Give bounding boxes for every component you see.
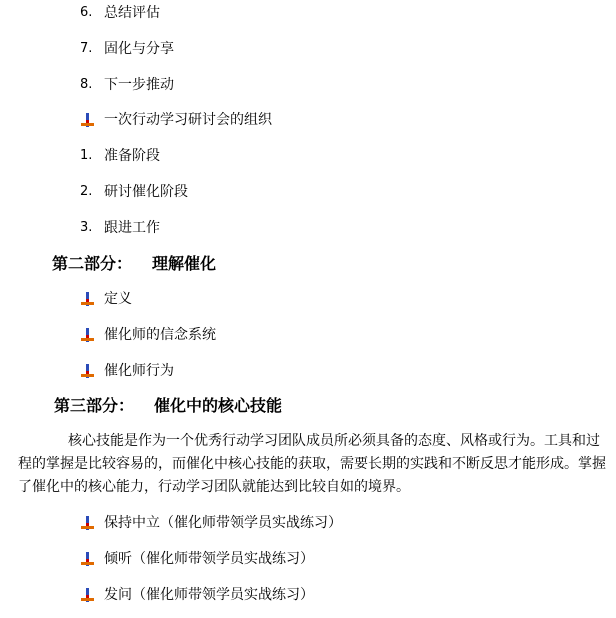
step-number: 8.: [80, 77, 93, 92]
bullet-text: 保持中立（催化师带领学员实战练习）: [104, 515, 342, 531]
step-number: 2.: [80, 184, 93, 199]
section-title: 理解催化: [152, 254, 217, 273]
step-number: 7.: [80, 41, 93, 56]
bullet-dot: [86, 371, 89, 374]
bullet-icon: [81, 552, 94, 566]
bullet-dot: [86, 595, 89, 598]
bullet-text: 催化师的信念系统: [104, 327, 216, 343]
bullet-horizontal: [81, 302, 94, 305]
bullet-icon: [81, 328, 94, 342]
bullet-horizontal: [81, 562, 94, 565]
section-heading-part3: [54, 396, 282, 416]
bullet-dot: [86, 120, 89, 123]
bullet-dot: [86, 299, 89, 302]
bullet-icon: [81, 516, 94, 530]
bullet-icon: [81, 113, 94, 127]
bullet-horizontal: [81, 598, 94, 601]
step-text: 准备阶段: [104, 148, 160, 164]
step-number: 3.: [80, 220, 93, 235]
bullet-text: 一次行动学习研讨会的组织: [104, 112, 272, 128]
bullet-horizontal: [81, 526, 94, 529]
bullet-horizontal: [81, 374, 94, 377]
step-text: 固化与分享: [104, 41, 174, 57]
bullet-icon: [81, 588, 94, 602]
body-paragraph: 核心技能是作为一个优秀行动学习团队成员所必须具备的态度、风格或行为。工具和过程的掌握是比较容易的，而催化中核心技能的获取，需要长期的实践和不断反思才能形成。掌握了催化中的核心能力，行动学习团队就能达到比较自如的境界。: [18, 433, 606, 495]
step-text: 研讨催化阶段: [104, 184, 188, 200]
bullet-icon: [81, 292, 94, 306]
bullet-dot: [86, 335, 89, 338]
bullet-text: 催化师行为: [104, 363, 174, 379]
bullet-horizontal: [81, 123, 94, 126]
step-text: 总结评估: [104, 5, 160, 21]
bullet-text: 发问（催化师带领学员实战练习）: [104, 587, 314, 603]
bullet-text: 定义: [104, 291, 132, 307]
bullet-dot: [86, 559, 89, 562]
bullet-horizontal: [81, 338, 94, 341]
step-text: 跟进工作: [104, 220, 160, 236]
step-number: 6.: [80, 5, 93, 20]
section-heading-part2: [52, 254, 216, 274]
step-number: 1.: [80, 148, 93, 163]
bullet-icon: [81, 364, 94, 378]
section-label: 第二部分：: [52, 254, 133, 273]
section-title: 催化中的核心技能: [154, 396, 283, 415]
section-label: 第三部分：: [54, 396, 135, 415]
step-text: 下一步推动: [104, 77, 174, 93]
bullet-dot: [86, 523, 89, 526]
bullet-text: 倾听（催化师带领学员实战练习）: [104, 551, 314, 567]
